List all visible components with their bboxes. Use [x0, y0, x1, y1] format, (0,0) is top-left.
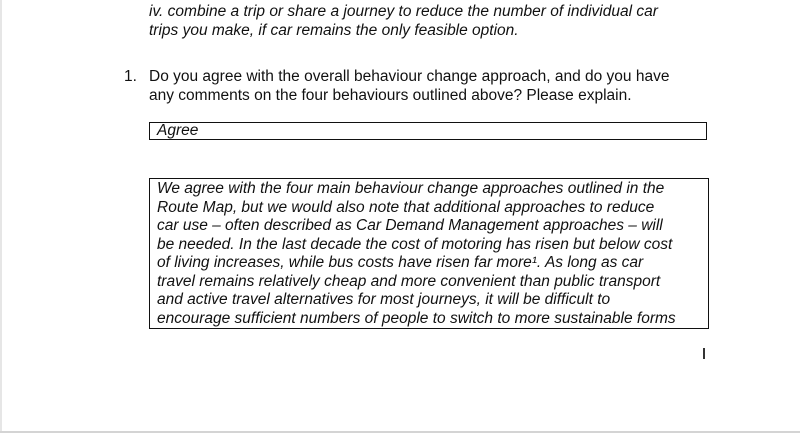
question-line: any comments on the four behaviours outlined above? Please explain.: [149, 87, 632, 104]
comment-line: be needed. In the last decade the cost of motoring has risen but below cost: [157, 235, 673, 253]
comment-line: car use – often described as Car Demand Management approaches – will: [157, 217, 663, 234]
question-number: 1.: [124, 68, 137, 85]
answer-value: Agree: [157, 122, 199, 139]
comment-line: We agree with the four main behaviour change approaches outlined in the: [157, 180, 665, 197]
comment-line: Route Map, but we would also note that additional approaches to reduce: [157, 198, 655, 216]
comment-field[interactable]: [149, 178, 709, 329]
answer-field[interactable]: [149, 122, 707, 140]
question-line: Do you agree with the overall behaviour change approach, and do you have: [149, 68, 670, 85]
list-item-iv: [149, 2, 709, 40]
document-page: [2, 0, 800, 431]
list-item-line: iv. combine a trip or share a journey to reduce the number of individual car: [149, 3, 658, 20]
comment-text: [157, 180, 703, 328]
question-text: [149, 67, 709, 105]
comment-line: of living increases, while bus costs have risen far more¹. As long as car: [157, 254, 644, 271]
comment-line: travel remains relatively cheap and more convenient than public transport: [157, 272, 661, 290]
list-item-line: trips you make, if car remains the only feasible option.: [149, 22, 519, 39]
comment-line: and active travel alternatives for most journeys, it will be difficult to: [157, 291, 611, 308]
text-cursor: [703, 348, 705, 359]
comment-line: encourage sufficient numbers of people to switch to more sustainable forms: [157, 309, 676, 327]
